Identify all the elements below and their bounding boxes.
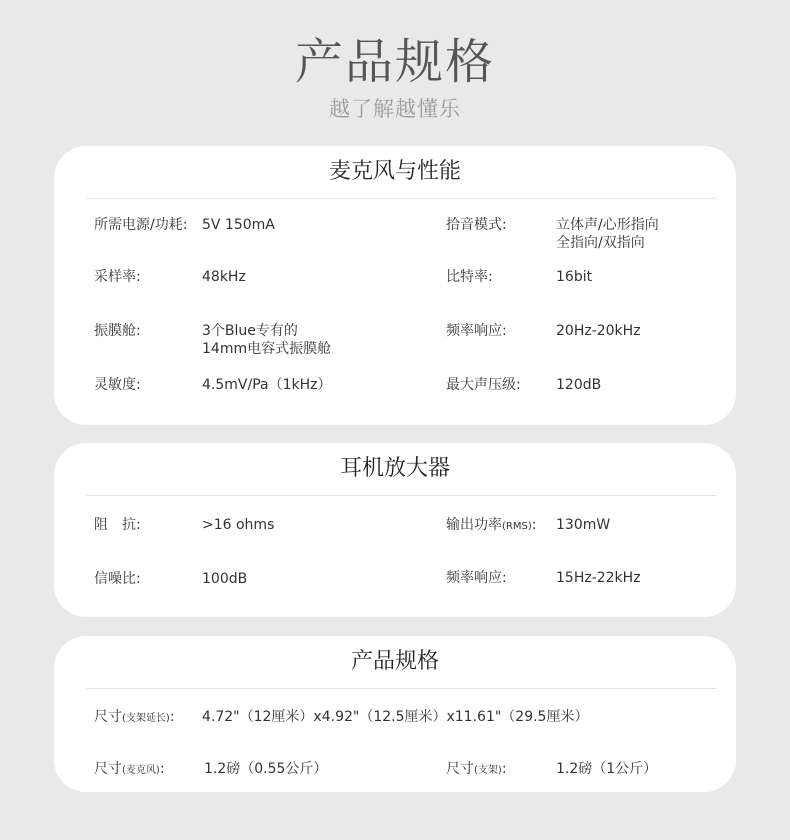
capsule-label: 振膜舱: xyxy=(94,323,141,339)
capsule-value-line2: 14mm电容式振膜舱 xyxy=(202,341,332,357)
mic-card-divider xyxy=(86,198,716,199)
sensitivity-value: 4.5mV/Pa（1kHz） xyxy=(202,377,332,393)
snr-value: 100dB xyxy=(202,571,248,587)
power-value: 5V 150mA xyxy=(202,217,275,233)
amp-card-title: 耳机放大器 xyxy=(339,456,450,481)
spec-card-divider xyxy=(86,688,716,689)
headphone-amp-card xyxy=(54,443,736,617)
snr-label: 信噪比: xyxy=(94,571,141,587)
impedance-label: 阻 抗: xyxy=(94,517,141,533)
bit-rate-value: 16bit xyxy=(556,269,593,285)
power-label: 所需电源/功耗: xyxy=(94,217,188,233)
mic-weight-label-main: 尺寸 xyxy=(94,761,122,777)
mic-weight-value: 1.2磅（0.55公斤） xyxy=(204,761,328,777)
stand-weight-label-small: (支架) xyxy=(474,765,502,776)
mic-weight-label xyxy=(94,760,165,780)
page-title: 产品规格 xyxy=(294,34,495,90)
stand-weight-value: 1.2磅（1公斤） xyxy=(556,761,658,777)
output-power-label-main: 输出功率 xyxy=(446,517,502,533)
output-power-label-colon: : xyxy=(531,517,537,533)
sensitivity-label: 灵敏度: xyxy=(94,377,141,393)
amp-freq-response-value: 15Hz-22kHz xyxy=(556,570,641,586)
amp-card-divider xyxy=(86,495,716,496)
dimensions-value: 4.72"（12厘米）x4.92"（12.5厘米）x11.61"（29.5厘米） xyxy=(202,709,589,725)
bit-rate-label: 比特率: xyxy=(446,269,493,285)
stand-weight-label-main: 尺寸 xyxy=(446,761,474,777)
sample-rate-label: 采样率: xyxy=(94,269,141,285)
pickup-mode-label: 拾音模式: xyxy=(446,217,507,233)
max-spl-value: 120dB xyxy=(556,377,602,393)
dimensions-label-main: 尺寸 xyxy=(94,709,122,725)
page-subtitle: 越了解越懂乐 xyxy=(329,97,461,121)
dimensions-label xyxy=(94,708,175,728)
output-power-label xyxy=(446,516,536,536)
mic-card-title: 麦克风与性能 xyxy=(328,159,461,184)
product-spec-card xyxy=(54,636,736,792)
spec-card-title: 产品规格 xyxy=(350,649,439,674)
capsule-value-line1: 3个Blue专有的 xyxy=(202,323,298,339)
mic-freq-response-value: 20Hz-20kHz xyxy=(556,323,641,339)
output-power-label-rms: (RMS) xyxy=(502,521,532,532)
output-power-value: 130mW xyxy=(556,517,611,533)
max-spl-label: 最大声压级: xyxy=(446,377,521,393)
impedance-value: >16 ohms xyxy=(202,517,275,533)
pickup-mode-value-line2: 全指向/双指向 xyxy=(556,235,645,251)
stand-weight-label xyxy=(446,760,507,780)
mic-freq-response-label: 频率响应: xyxy=(446,323,507,339)
pickup-mode-value-line1: 立体声/心形指向 xyxy=(556,217,659,233)
mic-weight-label-small: (麦克风) xyxy=(122,765,160,776)
dimensions-label-small: (支架延长) xyxy=(122,713,170,724)
sample-rate-value: 48kHz xyxy=(202,269,246,285)
amp-freq-response-label: 频率响应: xyxy=(446,570,507,586)
dimensions-label-colon: : xyxy=(169,709,175,725)
mic-performance-card xyxy=(54,146,736,425)
stand-weight-label-colon: : xyxy=(501,761,507,777)
mic-weight-label-colon: : xyxy=(159,761,165,777)
